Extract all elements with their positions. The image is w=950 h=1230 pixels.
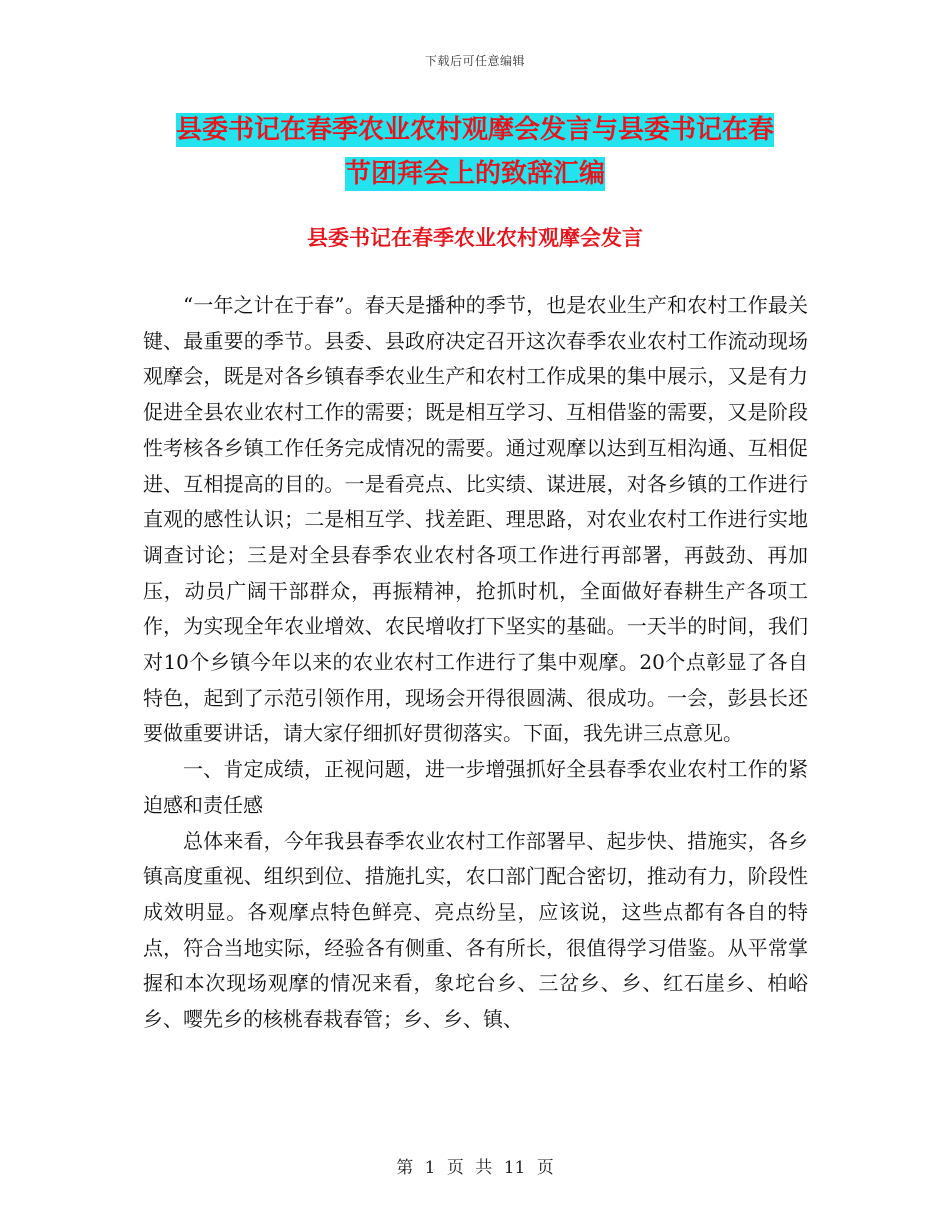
document-title [150,108,800,196]
paragraph-intro: “一年之计在于春”。春天是播种的季节，也是农业生产和农村工作最关键、最重要的季节。县委、县政府决定召开这次春季农业农村工作流动现场观摩会，既是对各乡镇春季农业生产和农村工作成果的集中展示，又是有力促进全县农业农村工作的需要；既是相互学习、互相借鉴的需要，又是阶段性考核各乡镇工作任务完成情况的需要。通过观摩以达到互相沟通、互相促进、互相提高的目的。一是看亮点、比实绩、谋进展，对各乡镇的工作进行直观的感性认识；二是相互学、找差距、理思路，对农业农村工作进行实地调查讨论；三是对全县春季农业农村各项工作进行再部署，再鼓劲、再加压，动员广阔干部群众，再振精神，抢抓时机，全面做好春耕生产各项工作，为实现全年农业增效、农民增收打下坚实的基础。一天半的时间，我们对10个乡镇今年以来的农业农村工作进行了集中观摩。20个点彰显了各自特色，起到了示范引领作用，现场会开得很圆满、很成功。一会，彭县长还要做重要讲话，请大家仔细抓好贯彻落实。下面，我先讲三点意见。 [143,293,808,746]
paragraph-summary: 总体来看，今年我县春季农业农村工作部署早、起步快、措施实，各乡镇高度重视、组织到位、措施扎实，农口部门配合密切，推动有力，阶段性成效明显。各观摩点特色鲜亮、亮点纷呈，应该说，这些点都有各自的特点，符合当地实际，经验各有侧重、各有所长，很值得学习借鉴。从平常掌握和本次现场观摩的情况来看，象坨台乡、三岔乡、乡、红石崖乡、柏峪乡、嘤先乡的核桃春栽春管；乡、乡、镇、 [143,828,808,1032]
document-title-line-2: 节团拜会上的致辞汇编 [344,159,605,189]
document-title-line-1: 县委书记在春季农业农村观摩会发言与县委书记在春 [175,115,774,145]
page-footer: 第 1 页 共 11 页 [396,1158,554,1178]
document-body [143,288,808,1038]
section-title: 县委书记在春季农业农村观摩会发言 [307,226,643,250]
page-header: 下载后可任意编辑 [424,54,525,68]
paragraph-heading-one: 一、肯定成绩，正视问题，进一步增强抓好全县春季农业农村工作的紧迫感和责任感 [143,757,808,817]
